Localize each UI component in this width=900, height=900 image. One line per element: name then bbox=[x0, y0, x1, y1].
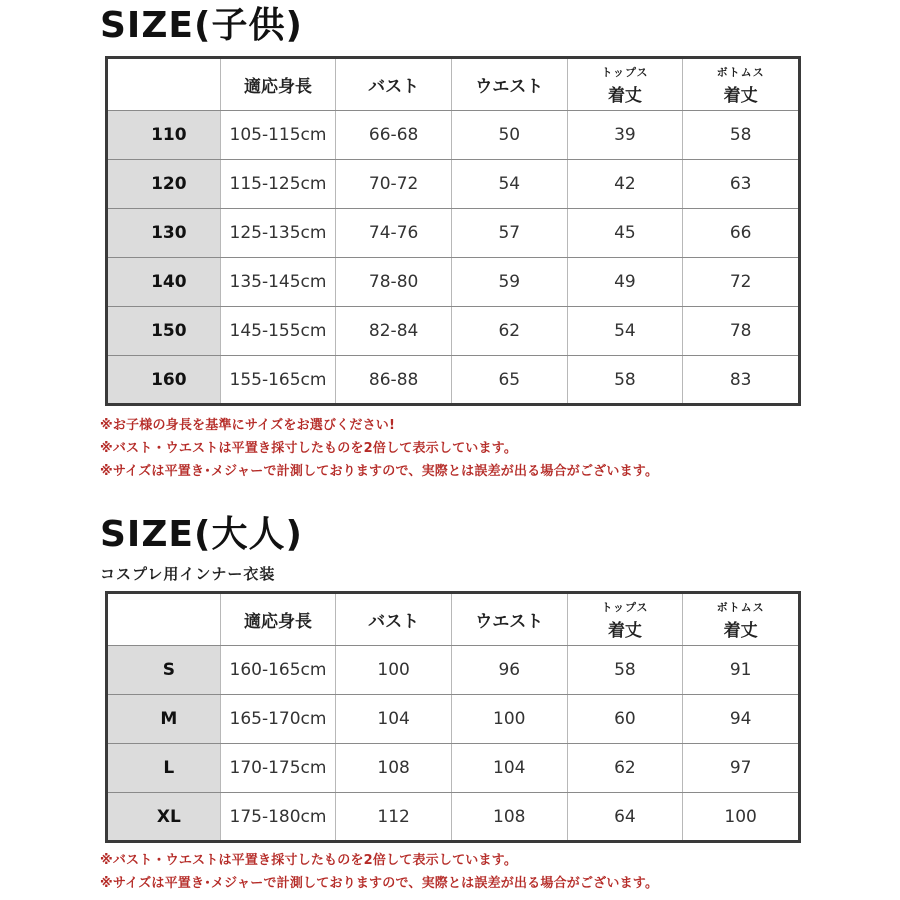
bottoms-length-cell: 78 bbox=[683, 307, 800, 356]
row-size-label: M bbox=[107, 695, 221, 744]
waist-cell: 50 bbox=[451, 111, 567, 160]
bottoms-length-cell: 66 bbox=[683, 209, 800, 258]
adult-header-row bbox=[107, 593, 800, 646]
kids-size-title: SIZE(子供) bbox=[100, 5, 303, 46]
table-row bbox=[107, 111, 800, 160]
height-cell: 135-145cm bbox=[220, 258, 336, 307]
bottoms-length-cell: 94 bbox=[683, 695, 800, 744]
kids-header-waist: ウエスト bbox=[451, 58, 567, 111]
note-text: ※サイズは平置き･メジャーで計測しておりますので、実際とは誤差が出る場合がございます。 bbox=[100, 464, 659, 479]
bottoms-length-cell: 83 bbox=[729, 369, 752, 390]
bottoms-length-cell: 58 bbox=[683, 111, 800, 160]
adult-header-bottoms-length: ボトムス 着丈 bbox=[683, 593, 800, 646]
height-cell: 115-125cm bbox=[220, 160, 336, 209]
height-cell: 125-135cm bbox=[220, 209, 336, 258]
adult-header-waist: ウエスト bbox=[451, 593, 567, 646]
tops-length-cell: 60 bbox=[567, 695, 683, 744]
bottoms-length-cell: 100 bbox=[724, 806, 757, 827]
note-text: ※バスト・ウエストは平置き採寸したものを2倍して表示しています。 bbox=[100, 853, 518, 868]
note-text: ※バスト・ウエストは平置き採寸したものを2倍して表示しています。 bbox=[100, 441, 518, 456]
tops-length-cell: 58 bbox=[567, 646, 683, 695]
kids-header-bust: バスト bbox=[336, 58, 452, 111]
bust-cell: 104 bbox=[336, 695, 452, 744]
row-size-label: 120 bbox=[107, 160, 221, 209]
row-size-label: 130 bbox=[107, 209, 221, 258]
height-cell: 165-170cm bbox=[220, 695, 336, 744]
table-row bbox=[107, 695, 800, 744]
row-size-label: 150 bbox=[107, 307, 221, 356]
kids-notes bbox=[100, 414, 658, 483]
table-row bbox=[107, 160, 800, 209]
waist-cell: 54 bbox=[451, 160, 567, 209]
note-text: ※お子様の身長を基準にサイズをお選びください! bbox=[100, 418, 396, 433]
kids-header-height: 適応身長 bbox=[220, 58, 336, 111]
table-row bbox=[107, 646, 800, 695]
kids-size-table bbox=[105, 56, 801, 406]
waist-cell: 96 bbox=[451, 646, 567, 695]
bust-cell: 66-68 bbox=[336, 111, 452, 160]
waist-cell: 59 bbox=[451, 258, 567, 307]
height-cell: 160-165cm bbox=[220, 646, 336, 695]
tops-length-cell: 49 bbox=[567, 258, 683, 307]
bust-cell: 86-88 bbox=[336, 356, 452, 405]
tops-length-cell: 42 bbox=[567, 160, 683, 209]
bust-cell: 78-80 bbox=[336, 258, 452, 307]
bottoms-length-cell: 72 bbox=[683, 258, 800, 307]
tops-length-cell: 39 bbox=[567, 111, 683, 160]
bust-cell: 108 bbox=[336, 744, 452, 793]
waist-cell: 104 bbox=[451, 744, 567, 793]
height-cell: 175-180cm bbox=[220, 793, 336, 842]
table-row bbox=[107, 356, 800, 405]
height-cell: 155-165cm bbox=[220, 356, 336, 405]
kids-header-corner bbox=[107, 58, 221, 111]
bottoms-length-cell: 97 bbox=[683, 744, 800, 793]
tops-length-cell: 54 bbox=[567, 307, 683, 356]
adult-size-table bbox=[105, 591, 801, 843]
kids-header-bottoms-length: ボトムス 着丈 bbox=[683, 58, 800, 111]
tops-length-cell: 62 bbox=[567, 744, 683, 793]
adult-subtitle: コスプレ用インナー衣装 bbox=[100, 565, 276, 583]
adult-header-tops-length: トップス 着丈 bbox=[567, 593, 683, 646]
note-text: ※サイズは平置き･メジャーで計測しておりますので、実際とは誤差が出る場合がございます。 bbox=[100, 876, 659, 891]
row-size-label: 160 bbox=[107, 356, 221, 405]
bottoms-length-cell: 91 bbox=[683, 646, 800, 695]
tops-length-cell: 64 bbox=[567, 793, 683, 842]
bust-cell: 70-72 bbox=[336, 160, 452, 209]
waist-cell: 65 bbox=[451, 356, 567, 405]
row-size-label: S bbox=[107, 646, 221, 695]
kids-header-tops-length: トップス 着丈 bbox=[567, 58, 683, 111]
waist-cell: 108 bbox=[451, 793, 567, 842]
bottoms-length-cell: 63 bbox=[683, 160, 800, 209]
row-size-label: 140 bbox=[107, 258, 221, 307]
row-size-label: 110 bbox=[107, 111, 221, 160]
waist-cell: 57 bbox=[451, 209, 567, 258]
kids-header-row bbox=[107, 58, 800, 111]
adult-header-height: 適応身長 bbox=[220, 593, 336, 646]
adult-notes bbox=[100, 849, 658, 895]
table-row bbox=[107, 258, 800, 307]
height-cell: 170-175cm bbox=[220, 744, 336, 793]
adult-header-bust: バスト bbox=[336, 593, 452, 646]
row-size-label: XL bbox=[107, 793, 221, 842]
waist-cell: 100 bbox=[451, 695, 567, 744]
waist-cell: 62 bbox=[451, 307, 567, 356]
bust-cell: 100 bbox=[336, 646, 452, 695]
table-row bbox=[107, 744, 800, 793]
table-row bbox=[107, 209, 800, 258]
table-row bbox=[107, 307, 800, 356]
bust-cell: 74-76 bbox=[336, 209, 452, 258]
adult-size-title: SIZE(大人) bbox=[100, 514, 303, 555]
adult-header-corner bbox=[107, 593, 221, 646]
tops-length-cell: 58 bbox=[567, 356, 683, 405]
bust-cell: 112 bbox=[336, 793, 452, 842]
table-row bbox=[107, 793, 800, 842]
tops-length-cell: 45 bbox=[567, 209, 683, 258]
bust-cell: 82-84 bbox=[336, 307, 452, 356]
row-size-label: L bbox=[107, 744, 221, 793]
height-cell: 105-115cm bbox=[220, 111, 336, 160]
height-cell: 145-155cm bbox=[220, 307, 336, 356]
